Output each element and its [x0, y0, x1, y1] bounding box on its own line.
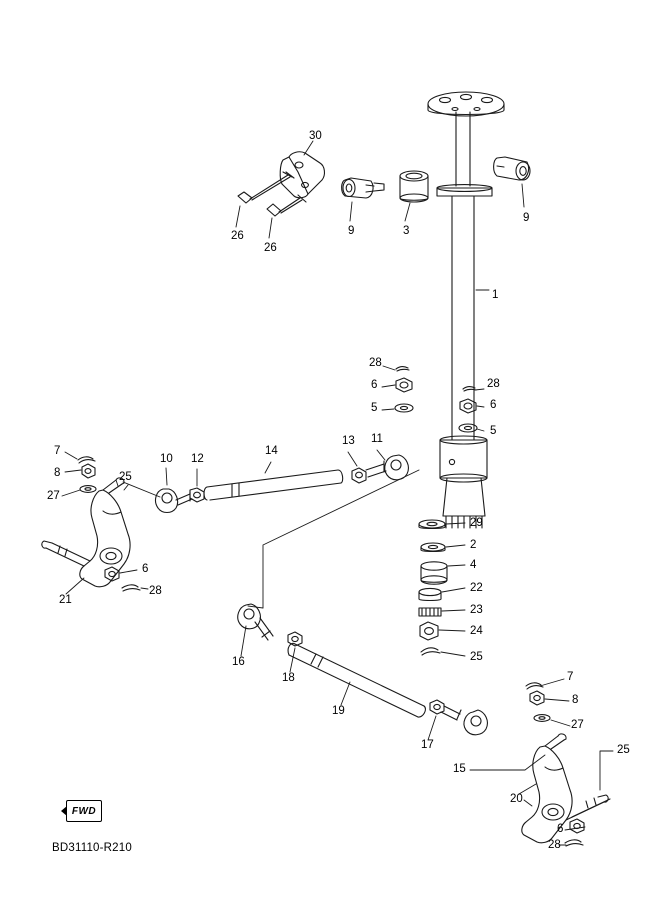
bolt-26-right: [267, 195, 306, 216]
steering-shaft-main: [437, 112, 492, 528]
callout-22: 22: [470, 582, 483, 594]
callout-5-upper-left: 5: [371, 402, 378, 414]
callout-27-right: 27: [571, 719, 584, 731]
callout-6-upper-left: 6: [371, 379, 378, 391]
callout-7-right: 7: [567, 671, 574, 683]
steering-shaft-top-plate: [428, 92, 504, 116]
cotter-pin-28-lower-right: [565, 840, 583, 846]
lower-shaft-hardware-stack: [419, 520, 447, 655]
callout-26-left: 26: [231, 230, 244, 242]
bushing-collar-3: [400, 171, 428, 202]
callout-11: 11: [371, 433, 383, 445]
callout-9-left: 9: [348, 225, 355, 237]
washer-27-right: [534, 715, 550, 722]
nut-12: [190, 488, 204, 502]
callout-12: 12: [191, 453, 204, 465]
callout-2: 2: [470, 539, 477, 551]
callout-3: 3: [403, 225, 410, 237]
cotter-pin-28-lower-left: [122, 585, 140, 591]
callout-30: 30: [309, 130, 322, 142]
callout-24: 24: [470, 625, 483, 637]
cotter-pin-28-left: [396, 367, 409, 371]
fwd-direction-badge: FWD: [66, 800, 102, 822]
bearing-holder-9-left: [342, 178, 384, 198]
callout-23: 23: [470, 604, 483, 616]
callout-25-right: 25: [617, 744, 630, 756]
nut-8-left: [82, 464, 95, 478]
nut-6-left: [396, 378, 412, 392]
callout-8-left: 8: [54, 467, 61, 479]
callout-26-right: 26: [264, 242, 277, 254]
washer-27-left: [80, 486, 96, 493]
tie-rod-end-10: [156, 489, 192, 513]
callout-7-left: 7: [54, 445, 61, 457]
callout-6-upper-right: 6: [490, 399, 497, 411]
callout-27-left: 27: [47, 490, 60, 502]
callout-18: 18: [282, 672, 295, 684]
nut-8-right: [530, 691, 544, 705]
stack-leader-lines: [439, 523, 465, 656]
tie-rod-end-15: [441, 706, 487, 735]
steering-holder-bracket-30: [280, 152, 324, 198]
tie-rod-upper-14: [204, 470, 343, 500]
upper-right-bracket: [494, 157, 530, 180]
callout-1: 1: [492, 289, 499, 301]
callout-8-right: 8: [572, 694, 579, 706]
callout-28-upper-right: 28: [487, 378, 500, 390]
nut-13: [352, 468, 366, 483]
callout-10: 10: [160, 453, 173, 465]
callout-28-lower-right: 28: [548, 839, 561, 851]
callout-13: 13: [342, 435, 355, 447]
washer-5-left: [395, 404, 413, 412]
callout-28-lower-left: 28: [149, 585, 162, 597]
callout-5-upper-right: 5: [490, 425, 497, 437]
callout-19: 19: [332, 705, 345, 717]
callout-28-upper-left: 28: [369, 357, 382, 369]
callout-4: 4: [470, 559, 477, 571]
callout-25-stack: 25: [470, 651, 483, 663]
nut-6-right-lower: [570, 819, 584, 833]
tie-rod-lower-19: [288, 643, 425, 717]
callout-25-left: 25: [119, 471, 132, 483]
callout-15: 15: [453, 763, 466, 775]
steering-knuckle-right-20: [522, 734, 610, 843]
tie-rod-end-16: [238, 604, 273, 640]
callout-6-lower-left: 6: [142, 563, 149, 575]
callout-14: 14: [265, 445, 278, 457]
cotter-pin-7-left: [78, 457, 95, 463]
callout-21: 21: [59, 594, 72, 606]
callout-16: 16: [232, 656, 245, 668]
callout-20: 20: [510, 793, 523, 805]
callout-6-lower-right: 6: [557, 823, 564, 835]
diagram-part-code: BD31110-R210: [52, 842, 132, 854]
callout-17: 17: [421, 739, 434, 751]
callout-29: 29: [470, 517, 483, 529]
tie-rod-end-11: [366, 455, 408, 480]
callout-9-right: 9: [523, 212, 530, 224]
